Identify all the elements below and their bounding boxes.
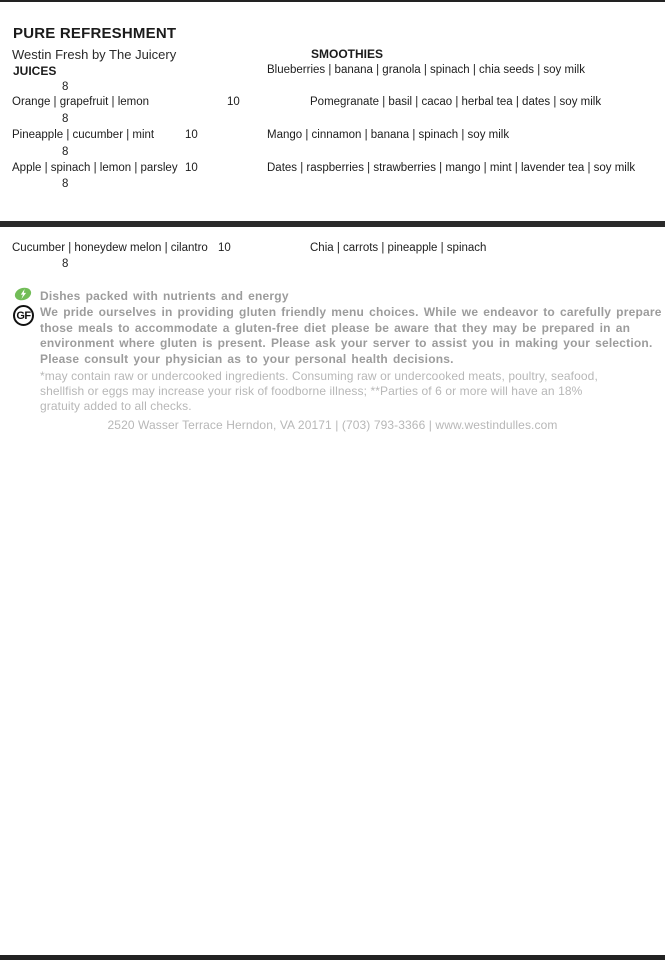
gf-icon-label: GF	[16, 309, 31, 322]
nutrients-leaf-icon	[14, 286, 32, 302]
juice-price: 10	[185, 129, 198, 141]
juice-alt-price: 8	[62, 178, 69, 190]
juice-item: Pineapple | cucumber | mint	[12, 129, 155, 141]
juice-alt-price: 8	[62, 81, 69, 93]
smoothie-item: Chia | carrots | pineapple | spinach	[310, 242, 487, 254]
menu-title: PURE REFRESHMENT	[13, 25, 177, 42]
gluten-note-line: those meals to accommodate a gluten-free diet please be aware that they may be prepared in an	[40, 321, 631, 335]
juice-alt-price: 8	[62, 113, 69, 125]
page-bottom-border	[0, 955, 665, 960]
gluten-note-line: environment where gluten is present. Please ask your server to assist you in making your selection.	[40, 336, 653, 350]
page-top-border	[0, 0, 665, 2]
nutrients-note: Dishes packed with nutrients and energy	[40, 289, 289, 303]
gluten-note-line: We pride ourselves in providing gluten friendly menu choices. While we endeavor to carefully prepare	[40, 305, 662, 319]
juice-price: 10	[227, 96, 240, 108]
juice-alt-price: 8	[62, 258, 69, 270]
smoothie-item: Mango | cinnamon | banana | spinach | soy milk	[267, 129, 510, 141]
smoothie-item: Blueberries | banana | granola | spinach | chia seeds | soy milk	[267, 64, 585, 76]
address-line: 2520 Wasser Terrace Herndon, VA 20171 | (703) 793-3366 | www.westindulles.com	[107, 418, 558, 432]
juice-item: Apple | spinach | lemon | parsley	[12, 162, 178, 174]
smoothie-item: Pomegranate | basil | cacao | herbal tea | dates | soy milk	[310, 96, 602, 108]
juice-item: Orange | grapefruit | lemon	[12, 96, 150, 108]
disclaimer-line: *may contain raw or undercooked ingredients. Consuming raw or undercooked meats, poultry, seafood,	[40, 369, 598, 383]
juices-heading: JUICES	[13, 64, 57, 78]
gluten-note-line: Please consult your physician as to your personal health decisions.	[40, 352, 454, 366]
gluten-free-icon	[13, 305, 34, 326]
smoothies-heading: SMOOTHIES	[311, 47, 384, 61]
smoothie-item: Dates | raspberries | strawberries | mango | mint | lavender tea | soy milk	[267, 162, 636, 174]
disclaimer-line: gratuity added to all checks.	[40, 399, 192, 413]
disclaimer-line: shellfish or eggs may increase your risk of foodborne illness; **Parties of 6 or more will have an 18%	[40, 384, 583, 398]
juice-price: 10	[185, 162, 198, 174]
juice-item: Cucumber | honeydew melon | cilantro	[12, 242, 208, 254]
page-break-divider	[0, 221, 665, 227]
juice-alt-price: 8	[62, 146, 69, 158]
menu-subtitle: Westin Fresh by The Juicery	[12, 47, 177, 62]
juice-price: 10	[218, 242, 231, 254]
